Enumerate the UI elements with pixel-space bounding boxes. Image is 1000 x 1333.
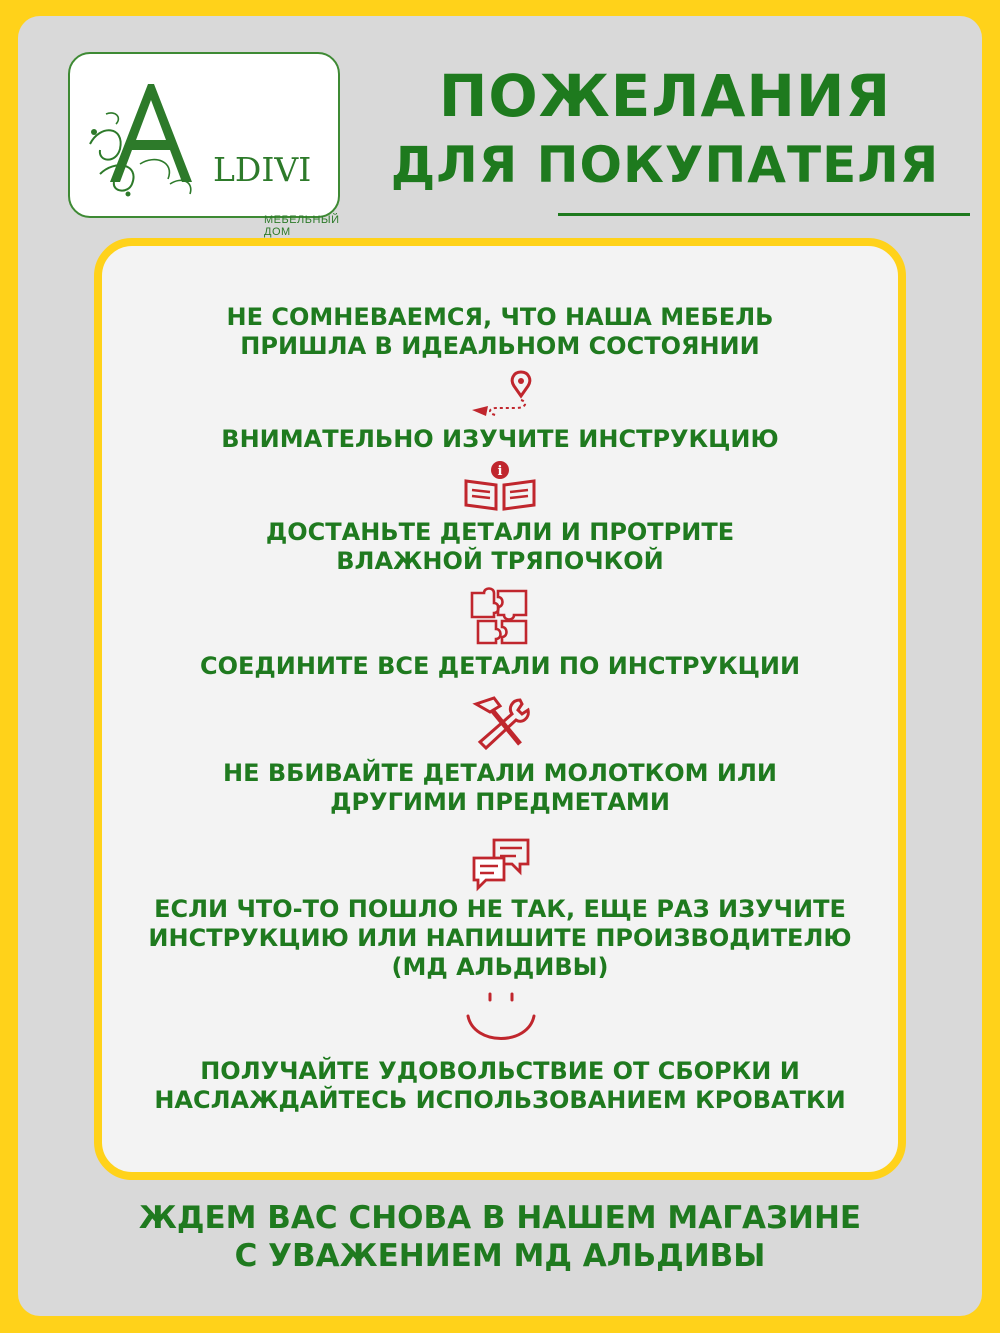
smile-icon (462, 990, 540, 1046)
step-3-text: ДОСТАНЬТЕ ДЕТАЛИ И ПРОТРИТЕ ВЛАЖНОЙ ТРЯПОЧКОЙ (265, 518, 735, 575)
brand-logo (68, 52, 340, 238)
brand-tagline: МЕБЕЛЬНЫЙ ДОМ (264, 214, 340, 238)
step-1-text: НЕ СОМНЕВАЕМСЯ, ЧТО НАША МЕБЕЛЬ ПРИШЛА В ИДЕАЛЬНОМ СОСТОЯНИИ (226, 303, 774, 360)
step-5-text: НЕ ВБИВАЙТЕ ДЕТАЛИ МОЛОТКОМ ИЛИ ДРУГИМИ ПРЕДМЕТАМИ (222, 759, 778, 816)
footer-line2: С УВАЖЕНИЕМ МД АЛЬДИВЫ (234, 1238, 766, 1274)
hammer-wrench-icon (468, 694, 532, 750)
step-6-text: ЕСЛИ ЧТО-ТО ПОШЛО НЕ ТАК, ЕЩЕ РАЗ ИЗУЧИТЕ ИНСТРУКЦИЮ ИЛИ НАПИШИТЕ ПРОИЗВОДИТЕЛЮ (МД АЛЬДИВЫ) (148, 895, 852, 981)
delivery-route-icon (466, 368, 536, 420)
chat-bubbles-icon (470, 836, 532, 894)
info-book-icon (462, 459, 538, 513)
step-4-text: СОЕДИНИТЕ ВСЕ ДЕТАЛИ ПО ИНСТРУКЦИИ (199, 652, 801, 680)
page-title-line2: ДЛЯ ПОКУПАТЕЛЯ (390, 136, 940, 194)
puzzle-icon (468, 585, 532, 647)
svg-text:i: i (497, 464, 503, 479)
title-underline (558, 213, 970, 216)
brand-name: LDIVI (213, 150, 312, 189)
logo-ornament-icon (70, 54, 342, 220)
footer-line1: ЖДЕМ ВАС СНОВА В НАШЕМ МАГАЗИНЕ (138, 1200, 862, 1236)
step-7-text: ПОЛУЧАЙТЕ УДОВОЛЬСТВИЕ ОТ СБОРКИ И НАСЛАЖДАЙТЕСЬ ИСПОЛЬЗОВАНИЕМ КРОВАТКИ (154, 1057, 846, 1114)
step-2-text: ВНИМАТЕЛЬНО ИЗУЧИТЕ ИНСТРУКЦИЮ (221, 425, 779, 453)
page-title-line1: ПОЖЕЛАНИЯ (438, 62, 892, 130)
